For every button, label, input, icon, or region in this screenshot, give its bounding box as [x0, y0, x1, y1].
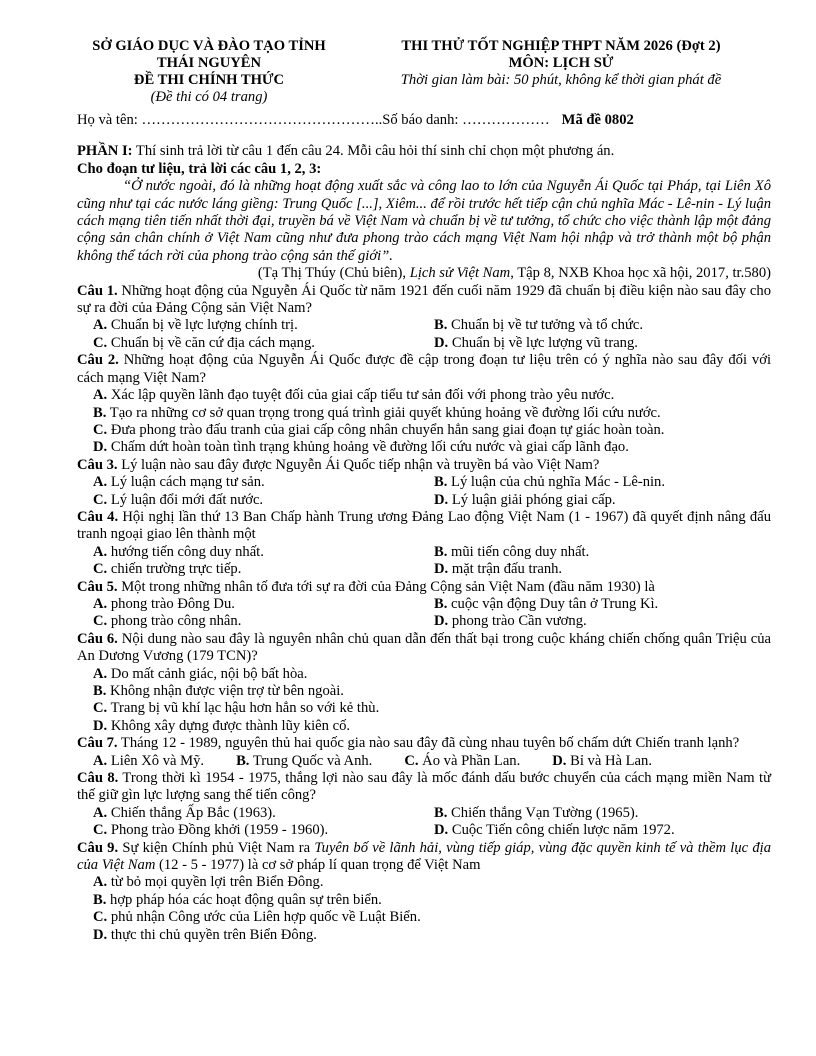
question-number: Câu 9.	[77, 839, 119, 856]
option-b[interactable]	[434, 596, 771, 613]
option-text: C.	[93, 491, 108, 508]
option-d[interactable]	[434, 822, 771, 839]
option-text: B.	[236, 752, 250, 769]
option-text: Lý luận giải phóng giai cấp.	[448, 491, 616, 508]
option-text: D.	[93, 439, 108, 456]
option-text: Chiến thắng Vạn Tường (1965).	[447, 804, 639, 821]
question-2	[77, 352, 771, 387]
option-a[interactable]	[93, 544, 434, 561]
question-text: Lý luận nào sau đây được Nguyễn Ái Quốc tiếp nhận và truyền bá vào Việt Nam?	[117, 456, 600, 473]
exam-page	[77, 38, 771, 944]
question-number: Câu 1.	[77, 282, 118, 299]
option-text: phủ nhận Công ước của Liên hợp quốc về Luật Biển.	[107, 909, 421, 926]
option-text: Lý luận của chủ nghĩa Mác - Lê-nin.	[447, 474, 665, 491]
question-text-document-title: Tuyên bố về lãnh hải, vùng tiếp giáp, vùng đặc quyền kinh tế và thềm lục địa của Việt Nam	[77, 839, 771, 874]
option-text: A.	[93, 543, 108, 560]
option-text: B.	[93, 683, 107, 699]
option-text: Liên Xô và Mỹ.	[107, 752, 205, 769]
option-b[interactable]	[434, 474, 771, 491]
option-text: Trung Quốc và Anh.	[249, 752, 373, 769]
option-text: B.	[434, 317, 448, 334]
option-text: C.	[93, 700, 108, 717]
question-text: Nội dung nào sau đây là nguyên nhân chủ quan dẫn đến thất bại trong cuộc kháng chiến chống quân Triệu của An Dương Vương (179 TCN)?	[77, 630, 772, 665]
option-text: Lý luận cách mạng tư sản.	[107, 474, 265, 491]
option-text: C.	[93, 822, 108, 839]
option-text: A.	[93, 804, 108, 821]
option-text: Không xây dựng được thành lũy kiên cố.	[107, 717, 351, 734]
question-number: Câu 4.	[77, 508, 119, 525]
option-text: C.	[404, 752, 419, 769]
option-text: A.	[93, 665, 108, 682]
option-text: phong trào Đông Du.	[107, 595, 235, 612]
option-text: Trang bị vũ khí lạc hậu hơn hẳn so với kẻ thù.	[107, 700, 380, 717]
option-c[interactable]	[93, 422, 771, 439]
option-text: A.	[93, 874, 108, 891]
option-text: Chuẩn bị về lực lượng chính trị.	[107, 317, 298, 334]
part-1-instruction: Thí sinh trả lời từ câu 1 đến câu 24. Mỗi câu hỏi thí sinh chỉ chọn một phương án.	[132, 143, 615, 160]
option-b[interactable]	[93, 892, 771, 909]
option-b[interactable]	[236, 753, 372, 770]
question-number: Câu 6.	[77, 630, 118, 647]
question-8-options	[77, 805, 771, 840]
option-text: A.	[93, 595, 108, 612]
option-d[interactable]	[434, 492, 771, 509]
option-text: C.	[93, 909, 108, 926]
option-text: C.	[93, 613, 108, 630]
candidate-id-field[interactable]: Số báo danh: ………………	[382, 112, 550, 128]
question-8	[77, 770, 771, 805]
question-6	[77, 631, 771, 666]
option-a[interactable]	[93, 474, 434, 491]
option-text: Tạo ra những cơ sở quan trọng trong quá trình giải quyết khủng hoảng về đường lối cứu nước.	[106, 404, 661, 421]
question-2-options	[77, 387, 771, 457]
candidate-name-field[interactable]: Họ và tên: …………………………………………..	[77, 112, 383, 128]
department-line-1: SỞ GIÁO DỤC VÀ ĐÀO TẠO TỈNH	[92, 38, 326, 54]
option-c[interactable]	[93, 909, 771, 926]
option-text: cuộc vận động Duy tân ở Trung Kì.	[447, 595, 659, 612]
option-text: C.	[93, 334, 108, 351]
option-text: A.	[93, 752, 108, 769]
subject-title: MÔN: LỊCH SỬ	[508, 55, 614, 71]
option-text: Lý luận đổi mới đất nước.	[107, 491, 264, 508]
option-a[interactable]	[93, 805, 434, 822]
option-text: mũi tiến công duy nhất.	[447, 543, 590, 560]
option-a[interactable]	[93, 596, 434, 613]
question-9-options	[77, 874, 771, 944]
question-5	[77, 579, 771, 596]
option-text: Không nhận được viện trợ từ bên ngoài.	[106, 683, 344, 699]
page-count: (Đề thi có 04 trang)	[150, 89, 268, 105]
option-text: A.	[93, 317, 108, 334]
option-text: Phong trào Đồng khởi (1959 - 1960).	[107, 822, 329, 839]
question-text: Sự kiện Chính phủ Việt Nam ra	[118, 839, 315, 856]
question-7	[77, 735, 771, 752]
option-text: Áo và Phần Lan.	[418, 752, 521, 769]
option-text: A.	[93, 474, 108, 491]
option-d[interactable]	[93, 718, 771, 735]
option-b[interactable]	[434, 805, 771, 822]
option-d[interactable]	[434, 613, 771, 630]
option-text: phong trào công nhân.	[107, 613, 242, 630]
option-text: Đưa phong trào đấu tranh của giai cấp công nhân chuyển hẳn sang giai đoạn tự giác hoàn toàn.	[107, 421, 665, 438]
question-1-options	[77, 317, 771, 352]
option-c[interactable]	[93, 335, 434, 352]
option-b[interactable]	[434, 544, 771, 561]
option-text: thực thi chủ quyền trên Biển Đông.	[107, 926, 317, 943]
option-c[interactable]	[93, 613, 434, 630]
header-left	[77, 38, 341, 106]
question-text: Hội nghị lần thứ 13 Ban Chấp hành Trung ương Đảng Lao động Việt Nam (1 - 1967) đã quyết định nâng đấu tranh ngoại giao lên thành một	[77, 508, 771, 543]
exam-code: Mã đề 0802	[561, 112, 634, 128]
option-text: B.	[434, 543, 448, 560]
option-text: D.	[434, 491, 449, 508]
option-text: C.	[93, 421, 108, 438]
option-text: B.	[434, 804, 448, 821]
question-number: Câu 8.	[77, 770, 119, 787]
option-text: B.	[434, 595, 448, 612]
option-text: A.	[93, 387, 108, 404]
option-b[interactable]	[434, 317, 771, 334]
option-text: D.	[434, 334, 449, 351]
option-c[interactable]	[93, 700, 771, 717]
option-text: Chiến thắng Ấp Bắc (1963).	[107, 804, 276, 821]
exam-title: THI THỬ TỐT NGHIỆP THPT NĂM 2026 (Đợt 2)	[401, 38, 721, 54]
question-7-options	[77, 753, 771, 770]
option-text: Bỉ và Hà Lan.	[566, 752, 652, 769]
option-d[interactable]	[434, 561, 771, 578]
option-c[interactable]	[404, 753, 520, 770]
question-number: Câu 3.	[77, 456, 118, 473]
question-5-options	[77, 596, 771, 631]
option-text: B.	[434, 474, 448, 491]
question-9	[77, 840, 771, 875]
question-1	[77, 283, 771, 318]
option-text: D.	[434, 561, 449, 578]
option-text: hợp pháp hóa các hoạt động quân sự trên biển.	[106, 891, 382, 908]
option-text: phong trào Cần vương.	[448, 613, 587, 630]
passage-intro: Cho đoạn tư liệu, trả lời các câu 1, 2, 3:	[77, 160, 322, 177]
question-number: Câu 5.	[77, 578, 118, 595]
question-text: Những hoạt động của Nguyễn Ái Quốc từ năm 1921 đến cuối năm 1929 đã chuẩn bị điều kiện nào sau đây cho sự ra đời của Đảng Cộng sản Việt Nam?	[77, 282, 772, 317]
option-text: D.	[434, 613, 449, 630]
option-text: Chuẩn bị về căn cứ địa cách mạng.	[107, 334, 315, 351]
question-text: Trong thời kì 1954 - 1975, thắng lợi nào sau đây là mốc đánh dấu bước chuyển của cách mạng miền Nam từ thế giữ gìn lực lượng sang thế tiến công?	[77, 770, 772, 804]
option-text: B.	[93, 891, 107, 908]
candidate-info	[77, 112, 771, 129]
source-book: Lịch sử Việt Nam	[409, 265, 511, 282]
option-d[interactable]	[552, 753, 652, 770]
option-a[interactable]	[93, 387, 771, 404]
option-b[interactable]	[93, 683, 771, 700]
question-text: Những hoạt động của Nguyễn Ái Quốc được đề cập trong đoạn tư liệu trên có ý nghĩa nào sau đây đối với cách mạng Việt Nam?	[77, 352, 772, 386]
time-allowed: Thời gian làm bài: 50 phút, không kể thời gian phát đề	[400, 72, 722, 88]
option-text: B.	[93, 404, 107, 421]
option-text: Chuẩn bị về lực lượng vũ trang.	[448, 334, 638, 351]
passage-quote	[77, 178, 771, 265]
option-a[interactable]	[93, 666, 771, 683]
question-number: Câu 7.	[77, 735, 118, 752]
option-text: Xác lập quyền lãnh đạo tuyệt đối của giai cấp tiểu tư sản đối với phong trào yêu nước.	[107, 387, 615, 404]
option-text: D.	[93, 717, 108, 734]
question-text: Một trong những nhân tố đưa tới sự ra đời của Đảng Cộng sản Việt Nam (đầu năm 1930) là	[117, 578, 655, 595]
option-c[interactable]	[93, 822, 434, 839]
option-text: D.	[552, 752, 567, 769]
option-a[interactable]	[93, 874, 771, 891]
question-3	[77, 457, 771, 474]
option-text: D.	[434, 822, 449, 839]
option-text: Cuộc Tiến công chiến lược năm 1972.	[448, 822, 675, 839]
option-d[interactable]	[93, 927, 771, 944]
option-text: Chấm dứt hoàn toàn tình trạng khủng hoảng về đường lối cứu nước và giai cấp lãnh đạo.	[107, 439, 629, 456]
option-text: C.	[93, 561, 108, 578]
question-4	[77, 509, 771, 544]
source-details: , Tập 8, NXB Khoa học xã hội, 2017, tr.580)	[510, 265, 771, 282]
option-text: từ bỏ mọi quyền lợi trên Biển Đông.	[107, 874, 324, 891]
part-1-heading	[77, 143, 771, 160]
question-number: Câu 2.	[77, 352, 119, 369]
part-1-title: PHẦN I:	[77, 143, 133, 160]
option-text: mặt trận đấu tranh.	[448, 561, 563, 578]
option-c[interactable]	[93, 561, 434, 578]
option-a[interactable]	[93, 317, 434, 334]
option-text: hướng tiến công duy nhất.	[107, 543, 264, 560]
question-3-options	[77, 474, 771, 509]
option-c[interactable]	[93, 492, 434, 509]
department-line-2: THÁI NGUYÊN	[156, 55, 262, 71]
option-text: Chuẩn bị về tư tưởng và tổ chức.	[447, 317, 643, 334]
official-exam-label: ĐỀ THI CHÍNH THỨC	[133, 72, 285, 88]
option-d[interactable]	[434, 335, 771, 352]
exam-header	[77, 38, 771, 106]
question-6-options	[77, 666, 771, 736]
option-text: Do mất cảnh giác, nội bộ bất hòa.	[107, 665, 308, 682]
question-text: Tháng 12 - 1989, nguyên thủ hai quốc gia nào sau đây đã cùng nhau tuyên bố chấm dứt Chiến tranh lạnh?	[117, 735, 740, 752]
source-author: (Tạ Thị Thúy (Chủ biên),	[257, 265, 410, 282]
option-text: D.	[93, 926, 108, 943]
option-d[interactable]	[93, 439, 771, 456]
header-right	[351, 38, 771, 106]
option-text: chiến trường trực tiếp.	[107, 561, 242, 578]
passage-source	[77, 265, 771, 282]
option-b[interactable]	[93, 405, 771, 422]
option-a[interactable]	[93, 753, 204, 770]
question-text-end: (12 - 5 - 1977) là cơ sở pháp lí quan trọng để Việt Nam	[155, 857, 481, 874]
passage-quote-text: “Ở nước ngoài, đó là những hoạt động xuất sắc và công lao to lớn của Nguyễn Ái Quốc tại Pháp, tại Liên Xô cũng như tại các nước láng giềng: Trung Quốc [...], Xiêm... để rồi trước hết tiếp cận chủ nghĩa Mác - Lê-nin - Lý luận cách mạng tiên tiến nhất thời đại, truyền bá về Việt Nam và chuẩn bị về tư tưởng, tổ chức cho việc thành lập một đảng cộng sản chân chính ở Việt Nam cũng như đưa phong trào cách mạng Việt Nam hội nhập và trở thành một bộ phận không thể tách rời của phong trào cộng sản thế giới”.	[77, 178, 771, 264]
question-4-options	[77, 544, 771, 579]
